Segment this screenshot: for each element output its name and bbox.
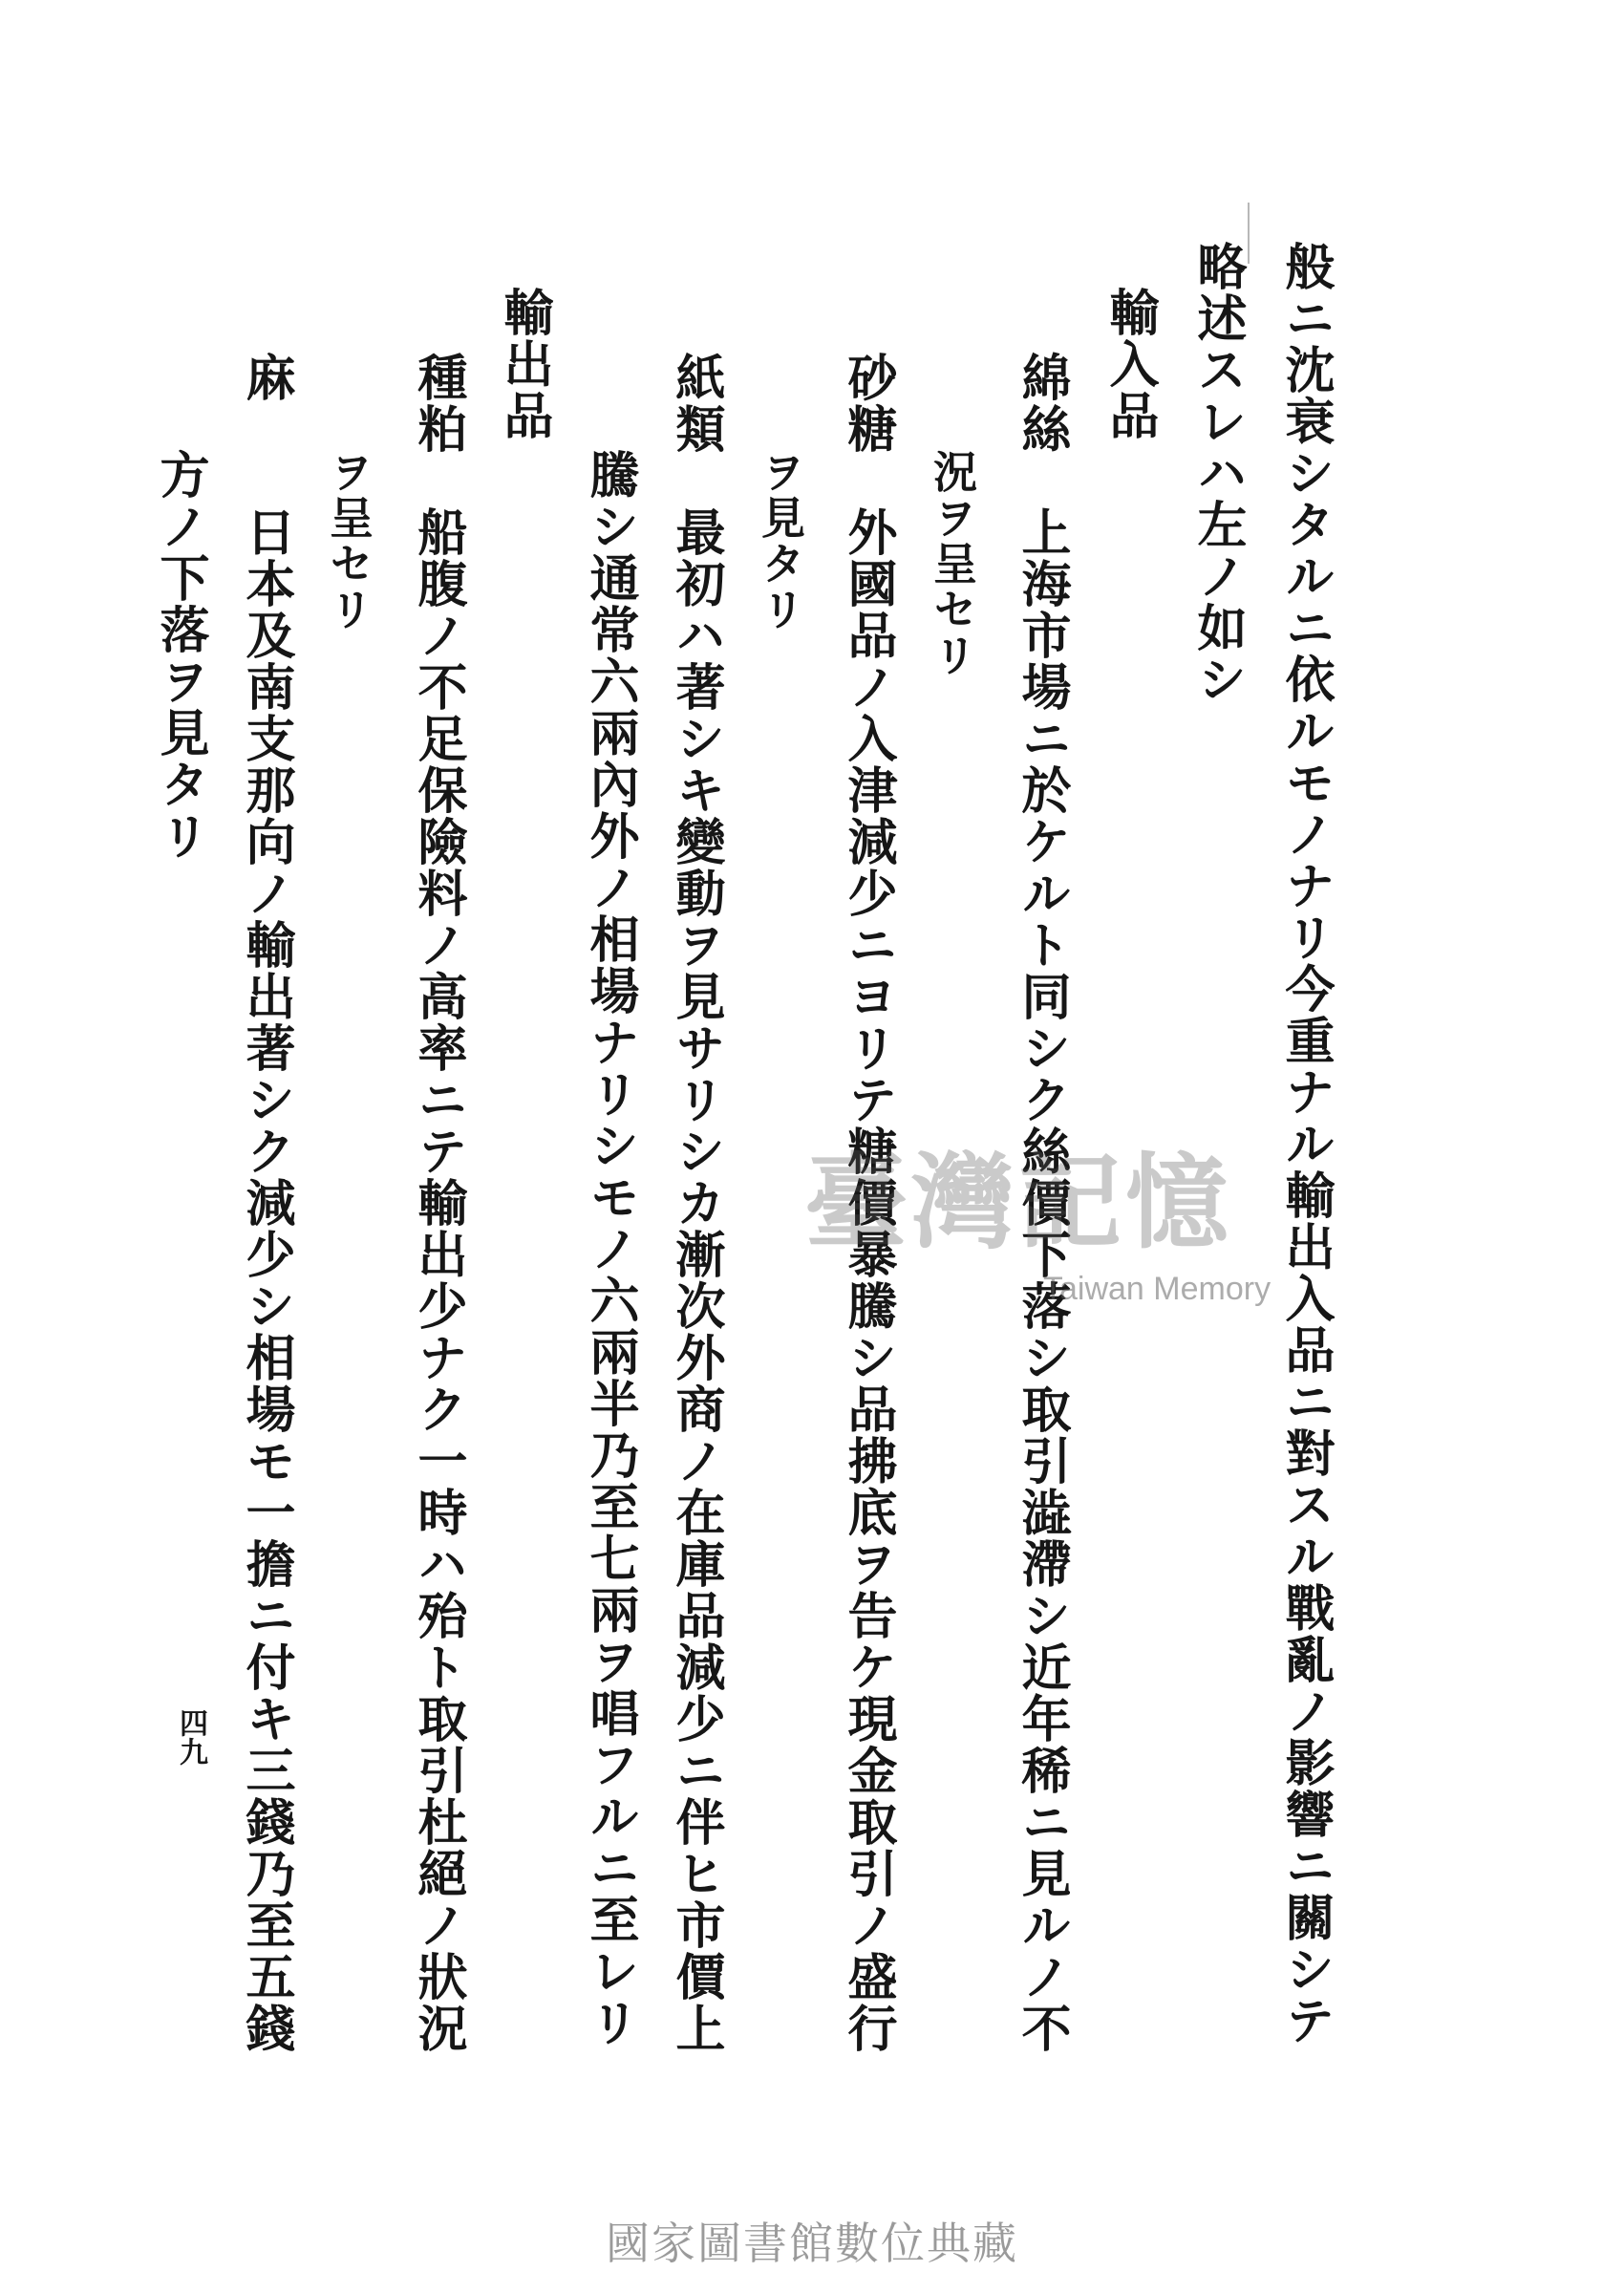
text-column-oil-cake-cont: ヲ呈セリ bbox=[323, 449, 374, 632]
footer-caption: 國家圖書館數位典藏 bbox=[606, 2218, 1018, 2268]
scan-mark bbox=[1248, 203, 1250, 264]
page-number: 四九 bbox=[174, 1708, 207, 1766]
text-column-cotton-yarn-cont: 況ヲ呈セリ bbox=[927, 449, 978, 678]
text-column-sugar: 砂糖 外國品ノ入津減少ニヨリテ糖價暴騰シ品拂底ヲ告ケ現金取引ノ盛行 bbox=[839, 352, 897, 2054]
text-column-hemp-cont: 方ノ下落ヲ見タリ bbox=[151, 449, 209, 862]
watermark-english: Taiwan Memory bbox=[1043, 1271, 1271, 1307]
text-column-hemp: 麻 日本及南支那向ノ輸出著シク減少シ相場モ一擔ニ付キ三錢乃至五錢 bbox=[237, 352, 295, 2054]
heading-imports: 輸入品 bbox=[1100, 287, 1159, 441]
watermark bbox=[804, 1143, 1301, 1342]
text-column-paper-cont: 騰シ通常六兩內外ノ相場ナリシモノ六兩半乃至七兩ヲ唱フルニ至レリ bbox=[581, 449, 639, 2048]
heading-exports: 輸出品 bbox=[495, 287, 553, 441]
text-column-paper: 紙類 最初ハ著シキ變動ヲ見サリシカ漸次外商ノ在庫品減少ニ伴ヒ市價上 bbox=[667, 352, 725, 2054]
watermark-chinese: 臺灣記憶 bbox=[804, 1143, 1233, 1263]
text-column-sugar-cont: ヲ見タリ bbox=[755, 449, 806, 632]
text-column-oil-cake: 種粕 船腹ノ不足保險料ノ高率ニテ輸出少ナク一時ハ殆ト取引杜絕ノ狀況 bbox=[409, 352, 467, 2054]
text-column-2: 略述スレハ左ノ如シ bbox=[1188, 241, 1247, 705]
text-column-1: 般ニ沈衰シタルニ依ルモノナリ今重ナル輸出入品ニ對スル戰亂ノ影響ニ關シテ bbox=[1276, 241, 1335, 2047]
text-column-cotton-yarn: 綿絲 上海市場ニ於ケルト同シク絲價下落シ取引澁滯シ近年稀ニ見ルノ不 bbox=[1013, 352, 1071, 2054]
